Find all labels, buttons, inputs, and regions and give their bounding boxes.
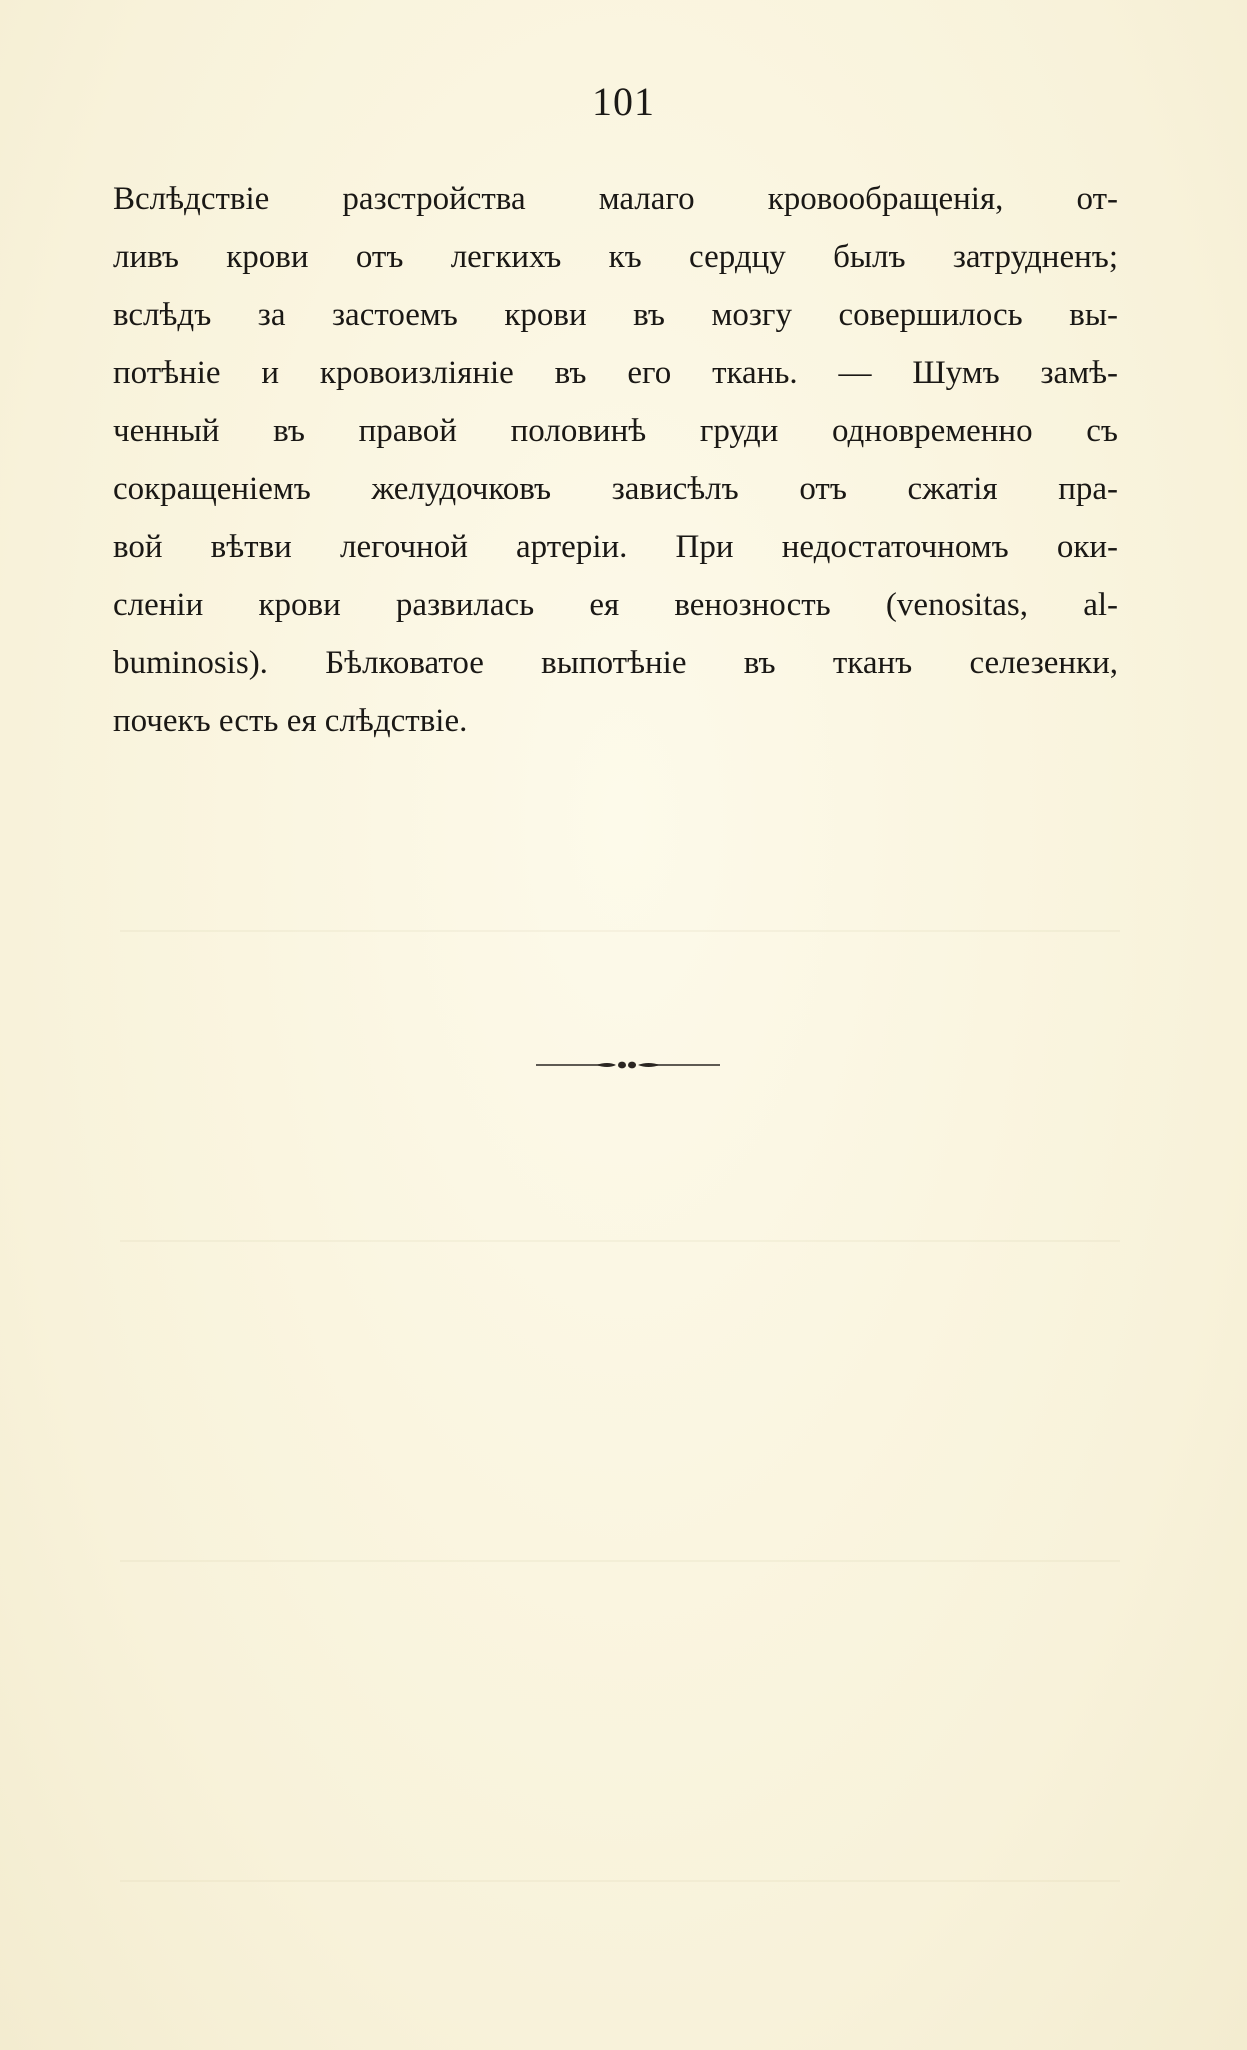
bleed-through (120, 1880, 1120, 1882)
end-of-section-ornament-icon (536, 1058, 720, 1072)
paragraph-line: вслѣдъ за застоемъ крови въ мозгу совершилось вы- (113, 297, 1118, 333)
paragraph (113, 170, 1118, 750)
paragraph-line: почекъ есть ея слѣдствіе. (113, 703, 468, 739)
paragraph-line: вой вѣтви легочной артеріи. При недостаточномъ оки- (113, 529, 1118, 565)
paragraph-line: ливъ крови отъ легкихъ къ сердцу былъ затрудненъ; (113, 239, 1118, 275)
paragraph-line: сокращеніемъ желудочковъ зависѣлъ отъ сжатія пра- (113, 471, 1118, 507)
paragraph-line: сленіи крови развилась ея венозность (venositas, al- (113, 587, 1118, 623)
bleed-through (120, 930, 1120, 932)
bleed-through (120, 1240, 1120, 1242)
page-number: 101 (592, 79, 655, 124)
bleed-through (120, 1560, 1120, 1562)
paragraph-line: Вслѣдствіе разстройства малаго кровообращенія, от- (113, 181, 1118, 217)
paragraph-line: buminosis). Бѣлковатое выпотѣніе въ тканъ селезенки, (113, 645, 1118, 681)
paragraph-line: потѣніе и кровоизліяніе въ его ткань. — Шумъ замѣ- (113, 355, 1118, 391)
paragraph-line: ченный въ правой половинѣ груди одновременно съ (113, 413, 1118, 449)
